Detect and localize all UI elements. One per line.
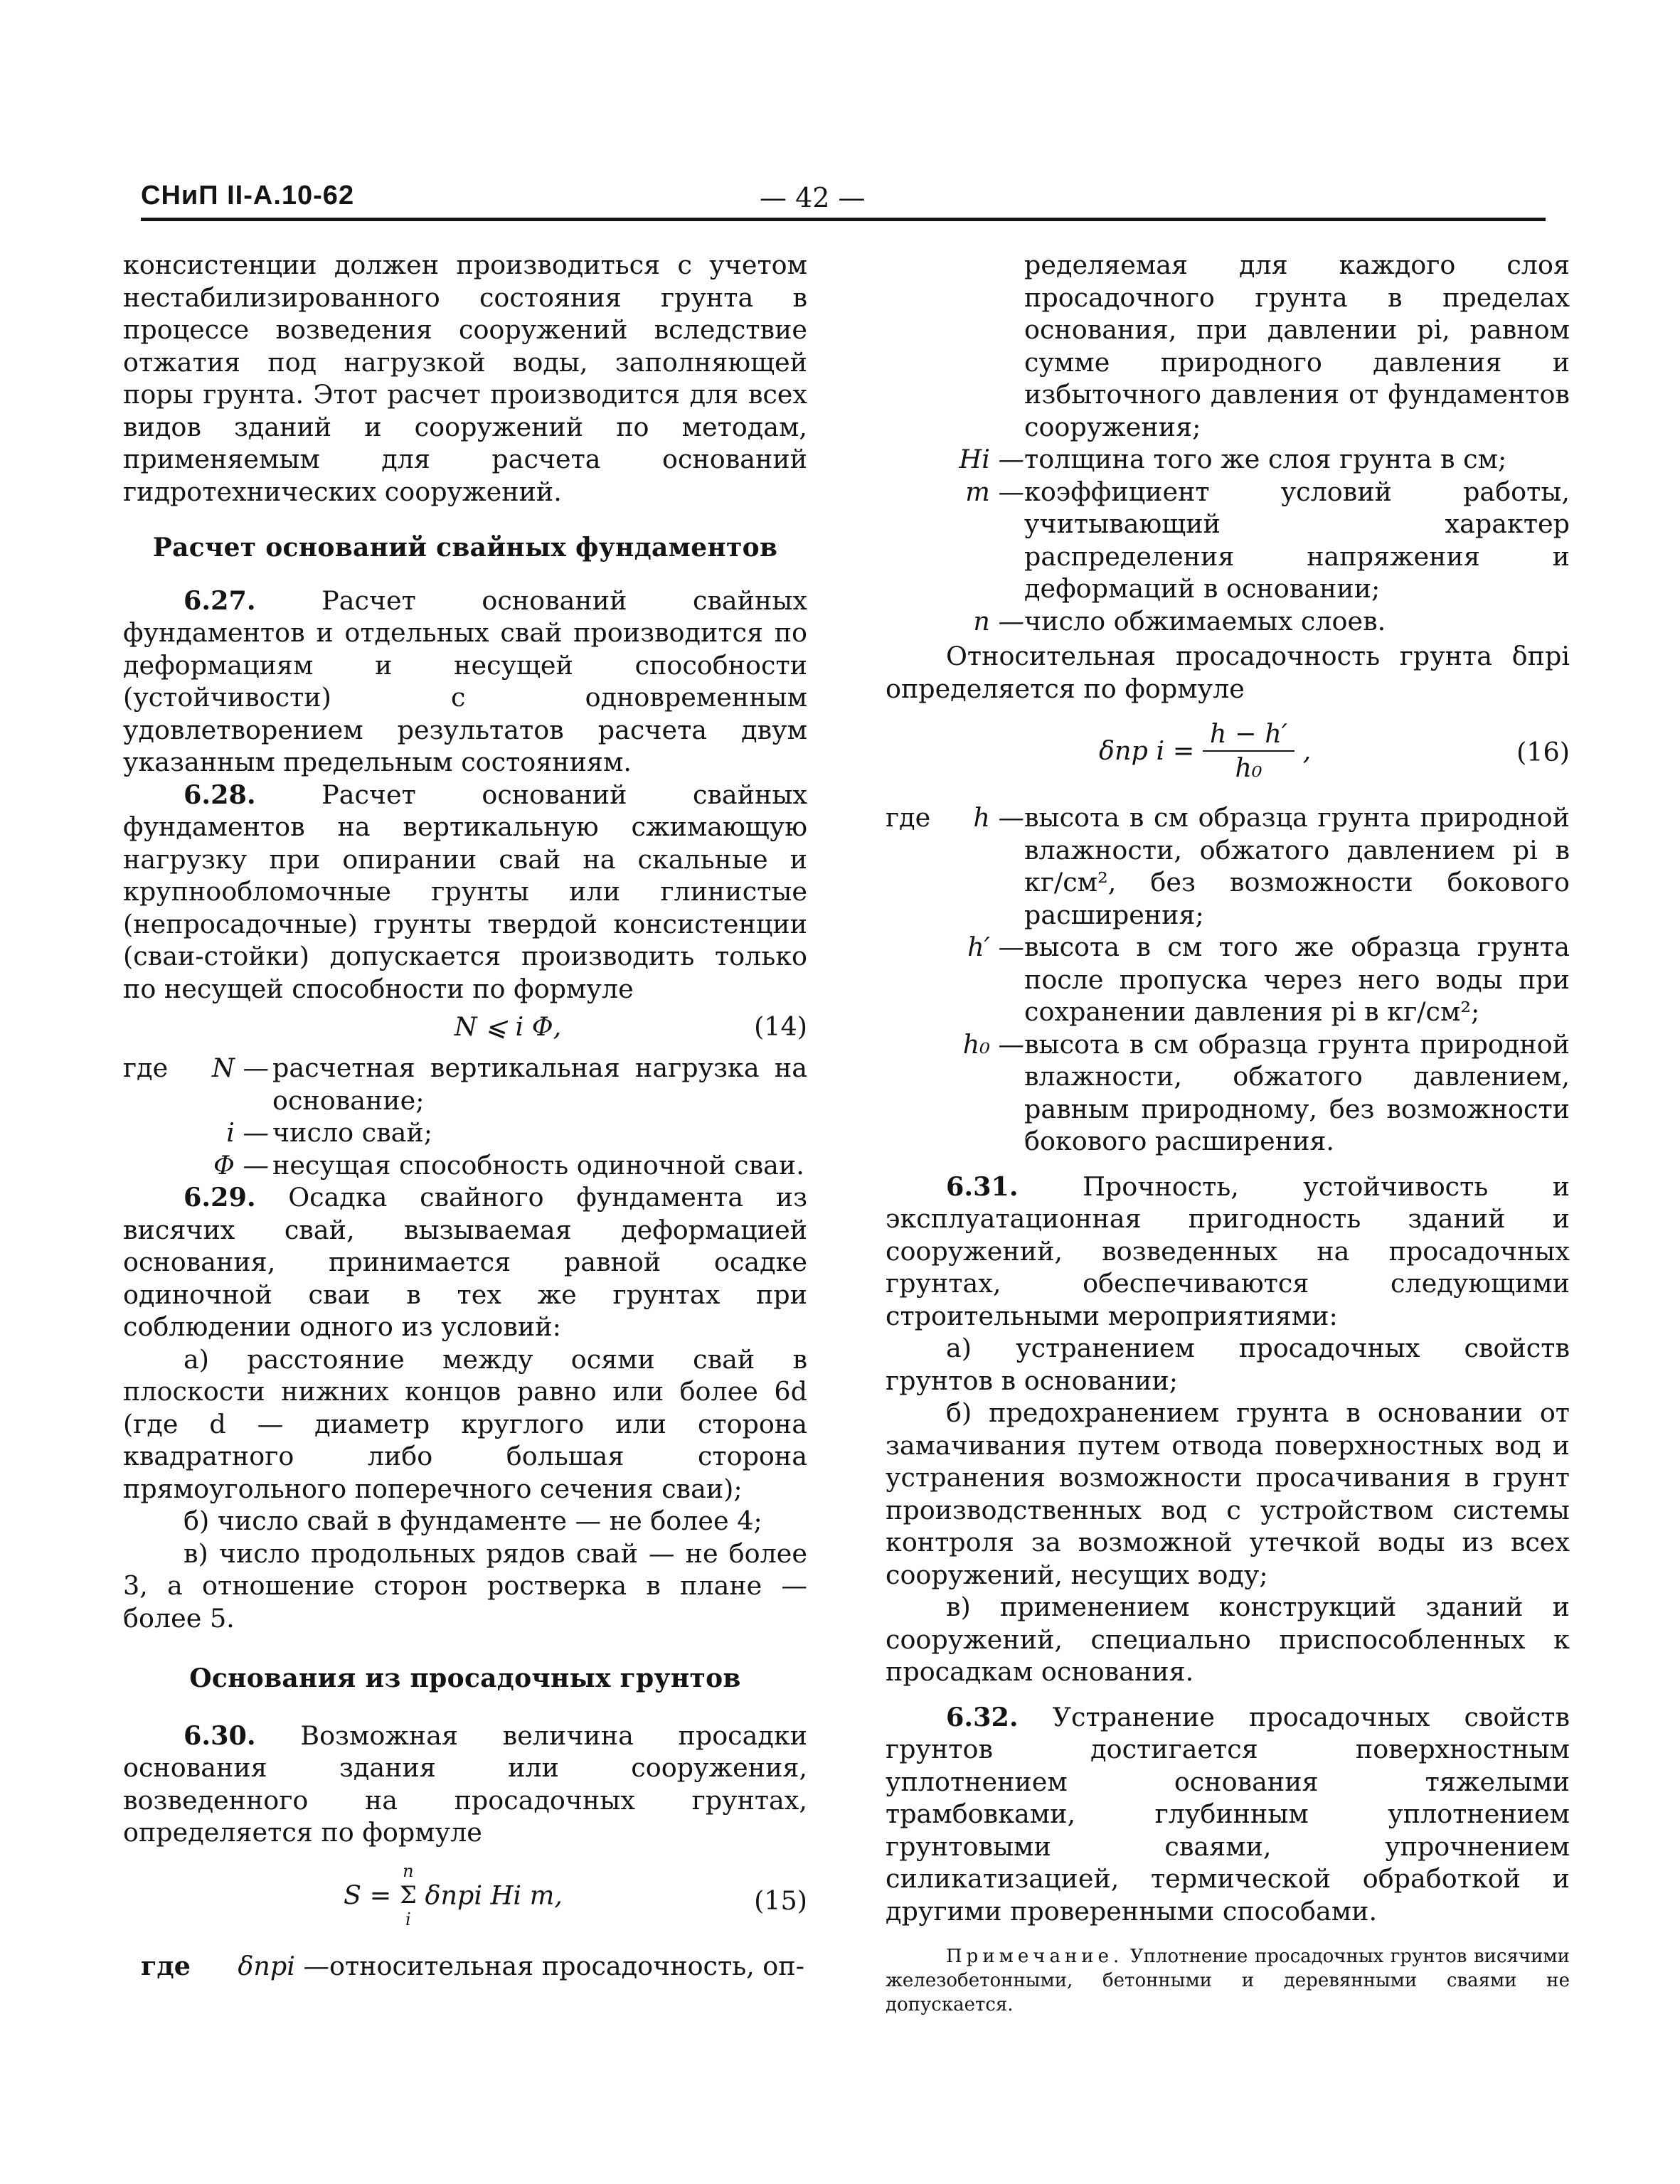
where-label: где: [123, 1053, 169, 1083]
formula-rhs: δпрi Hi m,: [425, 1879, 563, 1910]
definition-delta: [123, 1950, 807, 1983]
left-column: [123, 249, 807, 1982]
definition-text: высота в см образца грунта природной влажности, обжатого давлением, равным природному, без возможности бокового расширения.: [1024, 1028, 1570, 1156]
sum-upper-limit: n: [403, 1860, 414, 1881]
list-item-a: а) устранением просадочных свойств грунтов в основании;: [886, 1333, 1570, 1396]
definition-i: [123, 1117, 807, 1149]
formula-16: [886, 718, 1570, 796]
list-item-b: б) предохранением грунта в основании от замачивания путем отвода поверхностных вод и устранения возможности просачивания в грунт производственных вод с устройством системы контроля за возможной утечкой воды из всех сооружений, несущих воду;: [886, 1397, 1570, 1590]
definition-h-prime: [886, 931, 1570, 1028]
sum-symbol: Σ: [399, 1880, 417, 1909]
definition-m: [886, 476, 1570, 605]
note-label: Примечание.: [946, 1946, 1124, 1967]
definition-term: Hi —: [959, 444, 1024, 474]
numerator: h − h′: [1203, 718, 1294, 752]
clause-text: Расчет оснований свайных фундаментов на вертикальную сжимающую нагрузку при опирании свай на скальные и крупнообломочные грунты или глинистые (непросадочные) грунты твердой консистенции (сваи-стойки) допускается производить только по несущей способности по формуле: [123, 779, 807, 1004]
definition-delta-continued: [886, 249, 1570, 443]
denominator: h₀: [1235, 752, 1262, 783]
formula-14: [123, 1011, 807, 1046]
definition-text: число свай;: [272, 1117, 433, 1148]
clause-number: 6.27.: [184, 585, 256, 616]
clause-6-32: [886, 1701, 1570, 1928]
list-item-v: в) применением конструкций зданий и сооружений, специально приспособленных к просадкам основания.: [886, 1592, 1570, 1687]
clause-text: Устранение просадочных свойств грунтов достигается поверхностным уплотнением основания тяжелыми трамбовками, глубинным уплотнением грунтовыми сваями, упрочнением силикатизацией, термической обработкой и другими проверенными способами.: [886, 1701, 1570, 1927]
clause-number: 6.28.: [184, 779, 256, 810]
definition-h: [886, 801, 1570, 931]
footnote-note: [886, 1944, 1570, 2017]
definition-N: [123, 1052, 807, 1117]
formula-expression: N ⩽ i Φ,: [454, 1011, 562, 1042]
definition-text: расчетная вертикальная нагрузка на основание;: [272, 1053, 807, 1116]
definition-term: h —: [973, 802, 1024, 833]
sum-lower-limit: i: [405, 1909, 411, 1929]
clause-number: 6.32.: [946, 1701, 1019, 1732]
definition-text: несущая способность одиночной сваи.: [272, 1149, 804, 1181]
equation-number: (15): [754, 1885, 807, 1916]
clause-text: Расчет оснований свайных фундаментов и отдельных свай производится по деформациям и несущей способности (устойчивости) с одновременным удовлетворением результатов расчета двум указанным предельным состояниям.: [123, 585, 807, 777]
paragraph-relative-settlement: Относительная просадочность грунта δпрi определяется по формуле: [886, 641, 1570, 704]
definition-term: Φ —: [213, 1149, 269, 1181]
summation-sign: [400, 1859, 417, 1932]
definition-h0: [886, 1028, 1570, 1158]
paragraph-continuation: консистенции должен производиться с учетом нестабилизированного состояния грунта в процессе возведения сооружений вследствие отжатия под нагрузкой воды, заполняющей поры грунта. Этот расчет производится для всех видов зданий и сооружений по методам, применяемым для расчета оснований гидротехнических сооружений.: [123, 250, 807, 507]
definition-H: [886, 443, 1570, 476]
formula-lhs: S =: [344, 1879, 392, 1910]
page-header: [141, 181, 1546, 219]
definition-text: толщина того же слоя грунта в см;: [1024, 444, 1507, 474]
list-item-a: а) расстояние между осями свай в плоскости нижних концов равно или более 6d (где d — диаметр круглого или сторона квадратного либо большая сторона прямоугольного поперечного сечения сваи);: [123, 1343, 807, 1504]
equation-number: (16): [1516, 737, 1570, 767]
definition-term: m —: [965, 476, 1024, 507]
formula-lhs: δпр i =: [1099, 735, 1195, 766]
clause-6-27: [123, 585, 807, 779]
clause-6-30: [123, 1720, 807, 1849]
fraction: [1203, 718, 1294, 784]
definitions-16: [886, 801, 1570, 1158]
clause-number: 6.30.: [184, 1720, 256, 1751]
formula-expression: [1099, 718, 1311, 784]
clause-number: 6.29.: [184, 1182, 256, 1213]
formula-comma: ,: [1302, 735, 1312, 766]
definitions-14: [123, 1052, 807, 1181]
formula-expression: [344, 1859, 563, 1932]
list-item-b: б) число свай в фундаменте — не более 4;: [184, 1506, 762, 1536]
definition-text: ределяемая для каждого слоя просадочного грунта в пределах основания, при давлении pi, равном сумме природного давления и избыточного давления от фундаментов сооружения;: [1024, 250, 1570, 442]
definition-n: [886, 605, 1570, 638]
clause-6-28: [123, 779, 807, 1006]
formula-15: [123, 1859, 807, 1944]
clause-6-31: [886, 1171, 1570, 1333]
clause-number: 6.31.: [946, 1171, 1019, 1202]
note-text: Уплотнение просадочных грунтов висячими железобетонными, бетонными и деревянными сваями не допускается.: [886, 1946, 1570, 2015]
right-column: [886, 249, 1570, 2035]
document-code: СНиП II-А.10-62: [141, 181, 355, 211]
definition-text: число обжимаемых слоев.: [1024, 605, 1386, 636]
definition-term: h′ —: [967, 932, 1024, 962]
page-number: — 42 —: [760, 182, 866, 213]
definition-text: относительная просадочность, оп-: [329, 1950, 804, 1981]
list-item-v: в) число продольных рядов свай — не более 3, а отношение сторон ростверка в плане — более 5.: [123, 1538, 807, 1634]
definition-term: i —: [226, 1117, 269, 1148]
clause-text: Прочность, устойчивость и эксплуатационная пригодность зданий и сооружений, возведенных на просадочных грунтах, обеспечиваются следующими строительными мероприятиями:: [886, 1171, 1570, 1331]
where-label: где: [141, 1950, 191, 1981]
section-heading-pile-foundations: Расчет оснований свайных фундаментов: [152, 533, 778, 563]
where-label: где: [886, 802, 931, 833]
definition-term: δпрi —: [238, 1950, 329, 1981]
section-heading-collapsible-soils: Основания из просадочных грунтов: [189, 1663, 741, 1693]
definition-text: коэффициент условий работы, учитывающий характер распределения напряжения и деформаций в основании;: [1024, 476, 1570, 604]
definition-text: высота в см образца грунта природной влажности, обжатого давлением pi в кг/см², без возможности бокового расширения;: [1024, 802, 1570, 930]
header-rule: [141, 218, 1546, 221]
definition-term: N —: [211, 1053, 269, 1083]
equation-number: (14): [754, 1011, 807, 1042]
clause-text: Осадка свайного фундамента из висячих свай, вызываемая деформацией основания, принимается равной осадке одиночной сваи в тех же грунтах при соблюдении одного из условий:: [123, 1182, 807, 1342]
definition-term: h₀ —: [962, 1028, 1024, 1060]
clause-text: Возможная величина просадки основания здания или сооружения, возведенного на просадочных грунтах, определяется по формуле: [123, 1720, 807, 1848]
definition-term: n —: [973, 605, 1024, 636]
definition-phi: [123, 1149, 807, 1182]
clause-6-29: [123, 1181, 807, 1343]
definition-text: высота в см того же образца грунта после пропуска через него воды при сохранении давления pi в кг/см²;: [1024, 932, 1570, 1027]
